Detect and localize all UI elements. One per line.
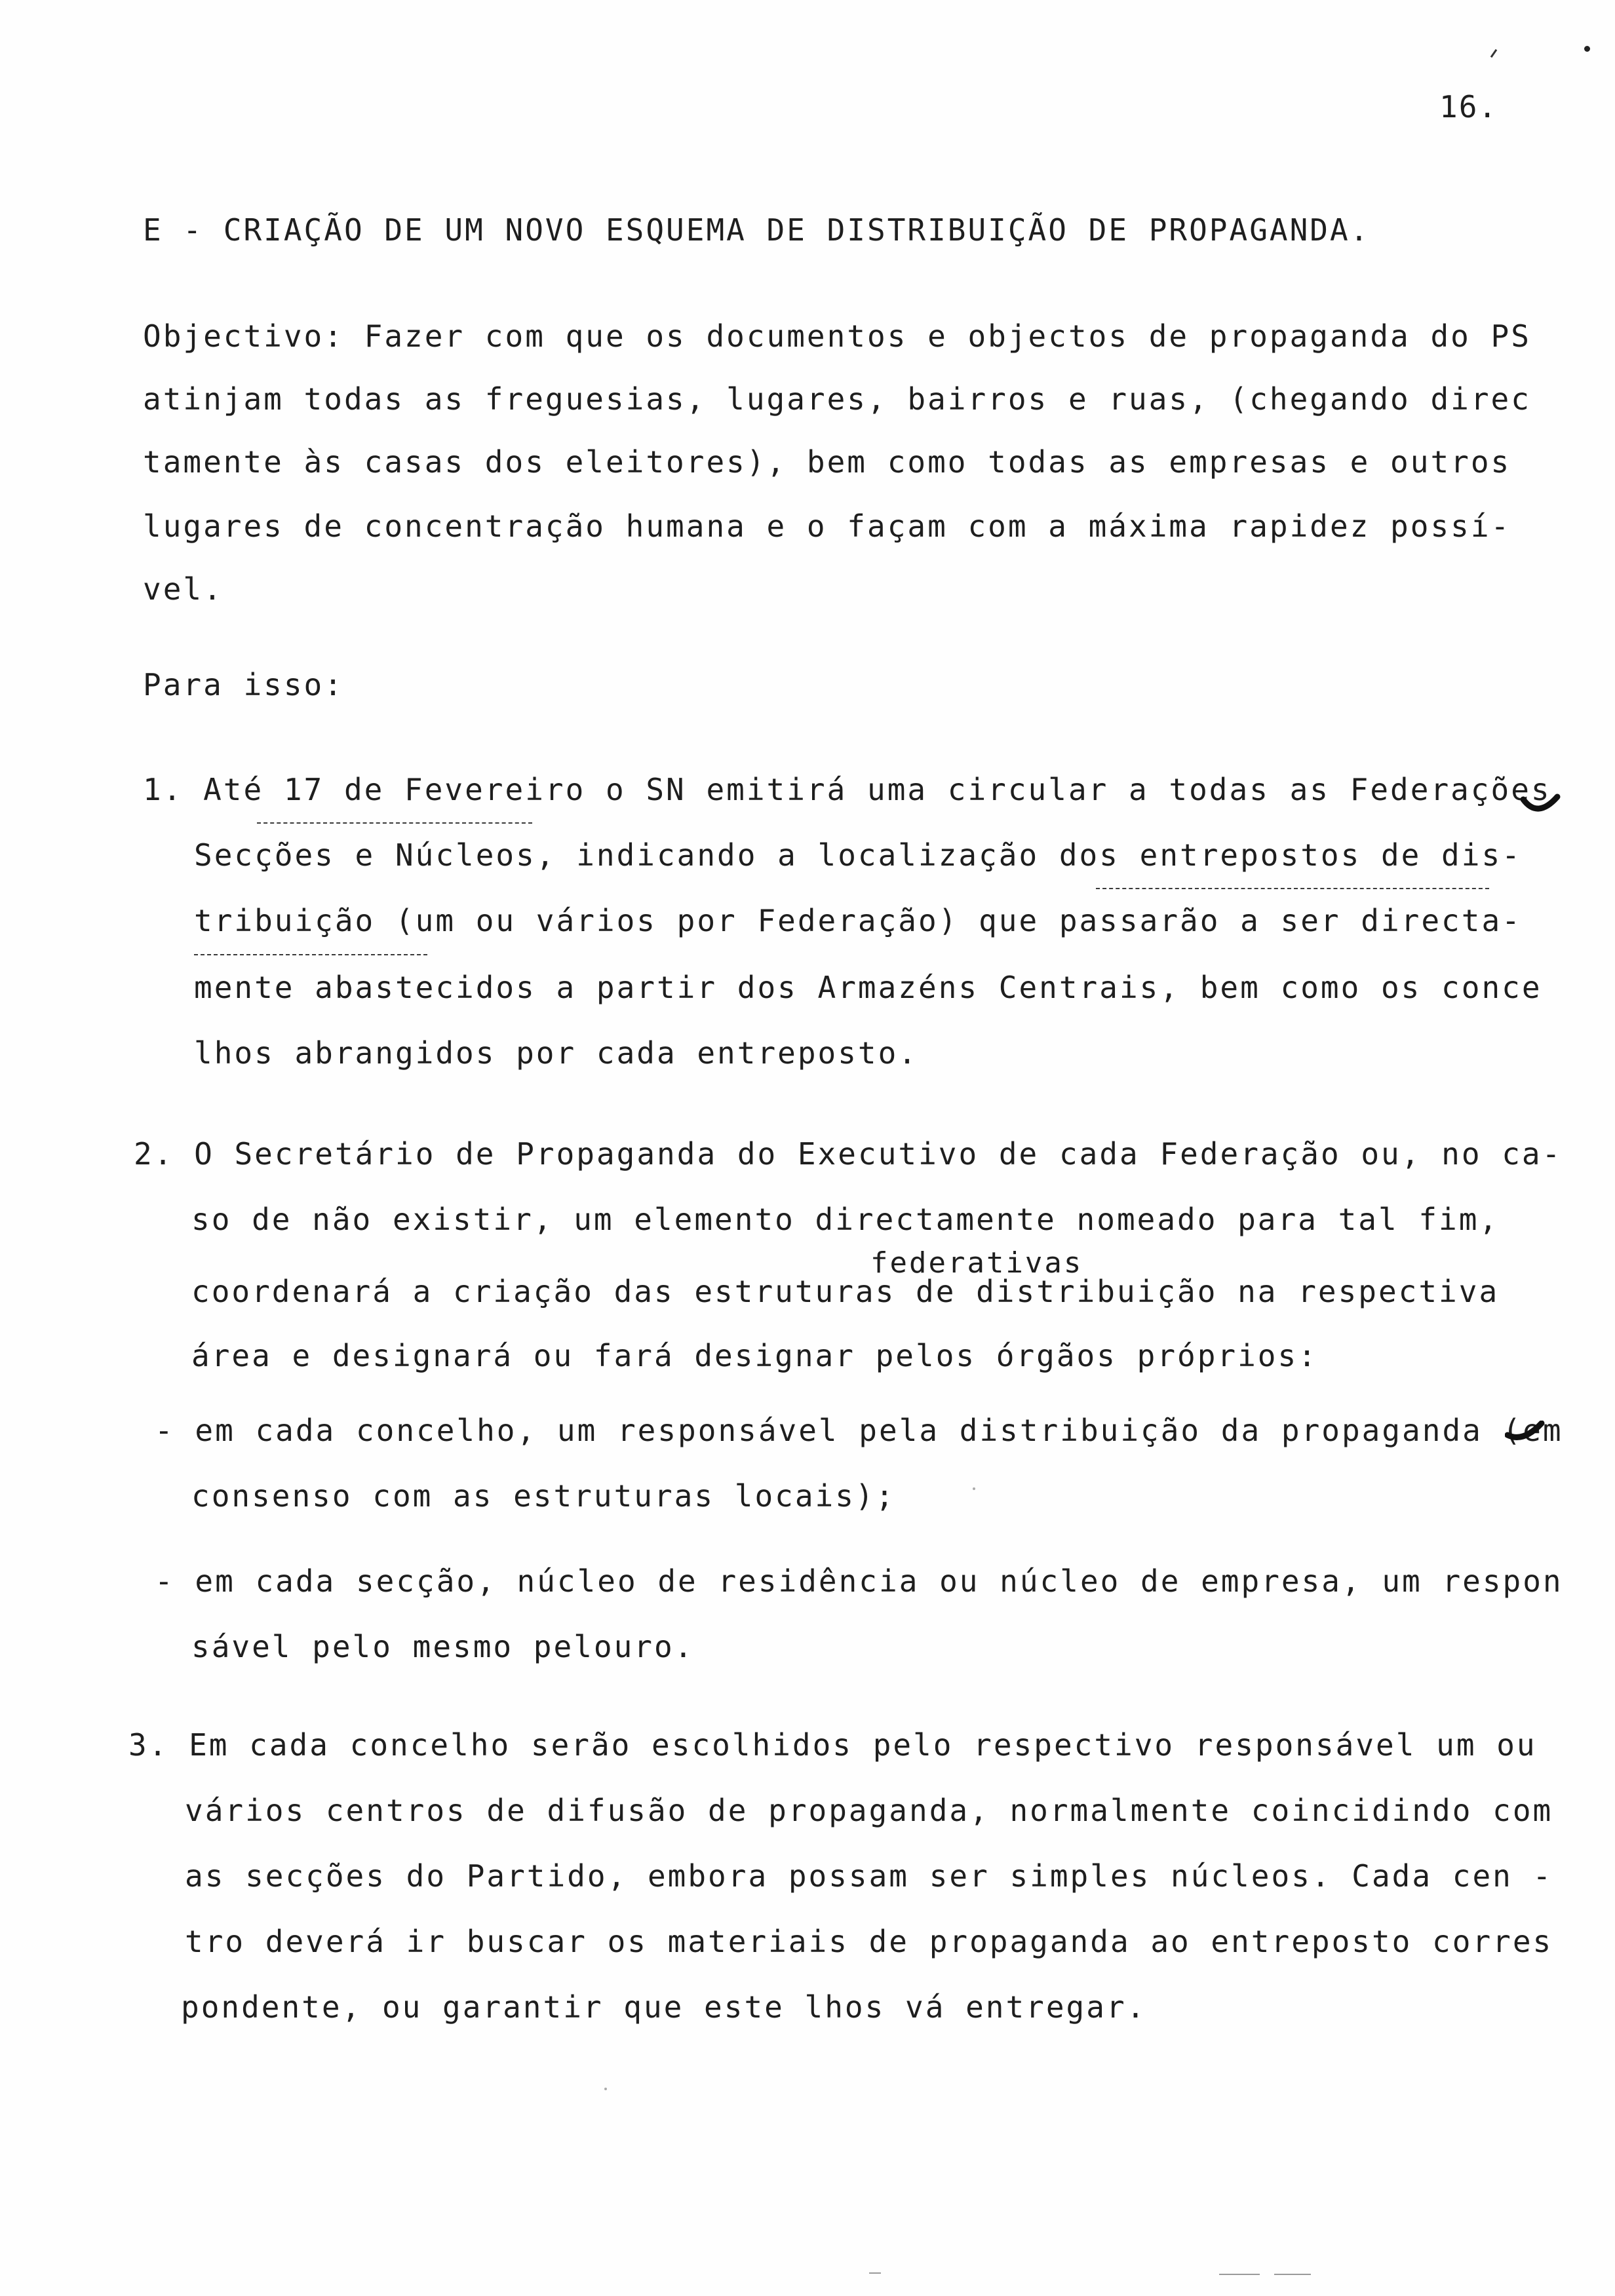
scan-speck bbox=[604, 2088, 607, 2090]
scan-dash bbox=[1274, 2274, 1311, 2275]
objective-line-4: lugares de concentração humana e o façam com a máxima rapidez possí- bbox=[143, 508, 1511, 544]
item3-line-2: vários centros de difusão de propaganda, normalmente coincidindo com bbox=[185, 1793, 1553, 1828]
scan-dash bbox=[869, 2272, 881, 2274]
item3-line-4: tro deverá ir buscar os materiais de propaganda ao entreposto corres bbox=[185, 1924, 1553, 1959]
ink-dot bbox=[1584, 46, 1590, 52]
item1-line-4: mente abastecidos a partir dos Armazéns Centrais, bem como os conce bbox=[194, 970, 1542, 1005]
check-mark-icon bbox=[1505, 1421, 1546, 1447]
page-number: 16. bbox=[1439, 89, 1498, 124]
handwritten-insertion: federativas bbox=[870, 1246, 1083, 1280]
check-mark-icon bbox=[1521, 793, 1561, 819]
scan-dash bbox=[1219, 2274, 1260, 2275]
bullet1-line-2: consenso com as estruturas locais); bbox=[191, 1478, 896, 1514]
item1-line-5: lhos abrangidos por cada entreposto. bbox=[194, 1035, 918, 1071]
pen-underline bbox=[1096, 888, 1489, 889]
objective-line-2: atinjam todas as freguesias, lugares, bairros e ruas, (chegando direc bbox=[143, 381, 1531, 417]
item2-line-2: so de não existir, um elemento directamente nomeado para tal fim, bbox=[191, 1202, 1500, 1237]
bullet2-line-2: sável pelo mesmo pelouro. bbox=[191, 1629, 695, 1664]
bullet2-line-1: - em cada secção, núcleo de residência ou núcleo de empresa, um respon bbox=[155, 1563, 1563, 1599]
item3-line-3: as secções do Partido, embora possam ser simples núcleos. Cada cen - bbox=[185, 1858, 1553, 1894]
objective-line-1: Objectivo: Fazer com que os documentos e objectos de propaganda do PS bbox=[143, 318, 1531, 354]
pen-underline bbox=[194, 954, 427, 955]
item2-line-1: 2. O Secretário de Propaganda do Executivo de cada Federação ou, no ca- bbox=[134, 1136, 1563, 1172]
pen-tick-mark bbox=[1490, 49, 1497, 58]
objective-line-5: vel. bbox=[143, 571, 224, 607]
item1-line-3: tribuição (um ou vários por Federação) que passarão a ser directa- bbox=[194, 903, 1522, 938]
objective-line-3: tamente às casas dos eleitores), bem como todas as empresas e outros bbox=[143, 444, 1511, 480]
intro-line: Para isso: bbox=[143, 667, 344, 702]
scan-speck bbox=[973, 1487, 975, 1490]
item2-line-3: coordenará a criação das estruturas de distribuição na respectiva bbox=[191, 1274, 1500, 1309]
item3-line-1: 3. Em cada concelho serão escolhidos pelo respectivo responsável um ou bbox=[128, 1727, 1537, 1763]
section-heading: E - CRIAÇÃO DE UM NOVO ESQUEMA DE DISTRIBUIÇÃO DE PROPAGANDA. bbox=[143, 212, 1371, 248]
pen-underline bbox=[257, 822, 532, 824]
bullet1-line-1: - em cada concelho, um responsável pela distribuição da propaganda (em bbox=[155, 1413, 1563, 1448]
item1-line-1: 1. Até 17 de Fevereiro o SN emitirá uma circular a todas as Federações bbox=[143, 772, 1551, 807]
item1-line-2: Secções e Núcleos, indicando a localização dos entrepostos de dis- bbox=[194, 837, 1522, 873]
item2-line-4: área e designará ou fará designar pelos órgãos próprios: bbox=[191, 1338, 1318, 1373]
item3-line-5: pondente, ou garantir que este lhos vá entregar. bbox=[181, 1989, 1147, 2025]
